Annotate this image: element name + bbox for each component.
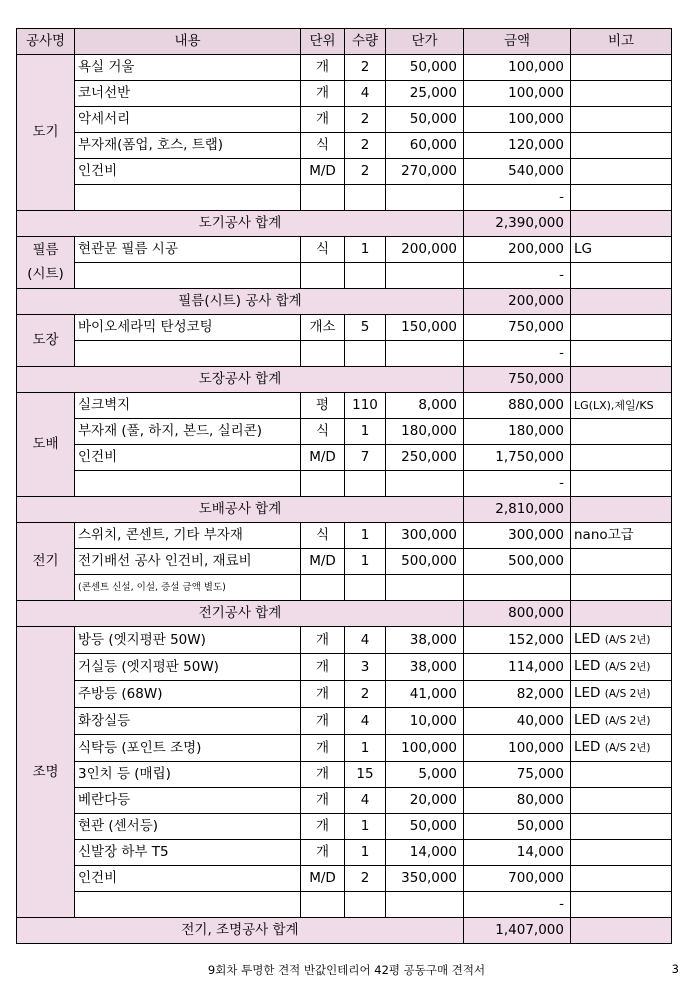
table-header-row [17,29,672,55]
table-row [17,627,672,654]
amount-cell: 120,000 [464,133,571,159]
item-cell: 베란다등 [75,788,301,814]
item-cell: 스위치, 콘센트, 기타 부자재 [75,523,301,549]
qty-cell: 1 [345,549,386,575]
amount-cell: - [464,185,571,211]
table-row [17,575,672,601]
table-row [17,866,672,892]
note-cell [571,263,672,289]
amount-cell: 200,000 [464,237,571,263]
subtotal-amount: 200,000 [464,289,571,315]
note-cell [571,840,672,866]
note-text: LG(LX),제일/KS [574,399,654,412]
table-row [17,654,672,681]
amount-cell: 500,000 [464,549,571,575]
note-cell [571,55,672,81]
table-row [17,549,672,575]
price-cell [386,892,464,918]
note-cell [571,81,672,107]
item-cell: 인건비 [75,866,301,892]
note-cell [571,575,672,601]
qty-cell: 2 [345,866,386,892]
note-text: LED [574,739,601,755]
unit-cell: 개 [301,840,345,866]
category-cell [17,393,75,497]
table-row [17,735,672,762]
item-cell: 실크벽지 [75,393,301,419]
qty-cell [345,341,386,367]
price-cell [386,185,464,211]
subtotal-row [17,497,672,523]
item-cell [75,185,301,211]
note-text: nano고급 [574,527,634,543]
qty-cell: 2 [345,55,386,81]
note-cell [571,185,672,211]
unit-cell [301,892,345,918]
qty-cell: 4 [345,788,386,814]
amount-cell [464,575,571,601]
note-cell [571,788,672,814]
header-cell-category: 공사명 [17,29,75,55]
qty-cell [345,471,386,497]
qty-cell: 1 [345,840,386,866]
table-row [17,81,672,107]
amount-cell: 40,000 [464,708,571,735]
note-text: LED [574,658,601,674]
header-cell-note: 비고 [571,29,672,55]
qty-cell: 2 [345,133,386,159]
page-footer: 9회차 투명한 견적 반값인테리어 42평 공동구매 견적서 [207,963,486,977]
price-cell: 60,000 [386,133,464,159]
qty-cell: 4 [345,708,386,735]
unit-cell: M/D [301,866,345,892]
subtotal-label: 도배공사 합계 [17,497,464,523]
item-cell: 신발장 하부 T5 [75,840,301,866]
unit-cell: 식 [301,237,345,263]
unit-cell: M/D [301,549,345,575]
note-cell [571,341,672,367]
price-cell: 10,000 [386,708,464,735]
note-text: LED [574,685,601,701]
price-cell: 14,000 [386,840,464,866]
note-text: LED [574,631,601,647]
price-cell: 38,000 [386,627,464,654]
subtotal-note [571,601,672,627]
qty-cell: 1 [345,237,386,263]
unit-cell [301,263,345,289]
item-cell: (콘센트 신설, 이설, 증설 금액 별도) [75,575,301,601]
qty-cell: 2 [345,681,386,708]
unit-cell: 개 [301,654,345,681]
qty-cell: 7 [345,445,386,471]
category-cell [17,315,75,367]
table-row [17,107,672,133]
qty-cell [345,892,386,918]
category-label: 도장 [32,332,59,348]
note-warranty: (A/S 2년) [604,634,651,646]
amount-cell: 880,000 [464,393,571,419]
subtotal-note [571,367,672,393]
header-cell-price: 단가 [386,29,464,55]
unit-cell: 개 [301,762,345,788]
note-cell [571,133,672,159]
amount-cell: 700,000 [464,866,571,892]
amount-cell: - [464,341,571,367]
price-cell: 150,000 [386,315,464,341]
table-row [17,159,672,185]
qty-cell: 5 [345,315,386,341]
item-cell: 인건비 [75,445,301,471]
price-cell [386,471,464,497]
price-cell: 8,000 [386,393,464,419]
qty-cell: 2 [345,107,386,133]
note-cell [571,892,672,918]
item-cell: 욕실 거울 [75,55,301,81]
note-cell [571,681,672,708]
price-cell: 200,000 [386,237,464,263]
qty-cell: 110 [345,393,386,419]
qty-cell: 1 [345,735,386,762]
note-cell [571,866,672,892]
item-cell: 전기배선 공사 인건비, 재료비 [75,549,301,575]
item-cell: 바이오세라믹 탄성코팅 [75,315,301,341]
unit-cell: 식 [301,133,345,159]
table-row [17,762,672,788]
unit-cell: 개 [301,627,345,654]
item-cell: 주방등 (68W) [75,681,301,708]
price-cell [386,575,464,601]
note-cell [571,107,672,133]
unit-cell [301,471,345,497]
note-cell [571,708,672,735]
note-cell [571,523,672,549]
price-cell: 100,000 [386,735,464,762]
note-warranty: (A/S 2년) [604,688,651,700]
subtotal-label: 필름(시트) 공사 합계 [17,289,464,315]
amount-cell: 50,000 [464,814,571,840]
subtotal-amount: 2,390,000 [464,211,571,237]
price-cell: 5,000 [386,762,464,788]
qty-cell: 1 [345,523,386,549]
qty-cell [345,575,386,601]
category-cell [17,523,75,601]
qty-cell: 4 [345,81,386,107]
note-cell [571,445,672,471]
subtotal-note [571,289,672,315]
price-cell: 270,000 [386,159,464,185]
table-row [17,523,672,549]
item-cell: 악세서리 [75,107,301,133]
note-cell [571,315,672,341]
item-cell: 거실등 (엣지평판 50W) [75,654,301,681]
category-cell [17,237,75,289]
subtotal-label: 도장공사 합계 [17,367,464,393]
amount-cell: 100,000 [464,55,571,81]
table-row [17,341,672,367]
subtotal-row [17,211,672,237]
amount-cell: - [464,892,571,918]
table-row [17,708,672,735]
table-row [17,814,672,840]
qty-cell [345,185,386,211]
qty-cell: 2 [345,159,386,185]
note-cell [571,237,672,263]
table-row [17,788,672,814]
header-cell-item: 내용 [75,29,301,55]
price-cell: 50,000 [386,814,464,840]
amount-cell: 152,000 [464,627,571,654]
item-cell: 부자재 (풀, 하지, 본드, 실리콘) [75,419,301,445]
table-row [17,892,672,918]
amount-cell: 180,000 [464,419,571,445]
unit-cell: 개 [301,107,345,133]
unit-cell: 개 [301,788,345,814]
subtotal-row [17,918,672,944]
price-cell: 250,000 [386,445,464,471]
subtotal-label: 전기공사 합계 [17,601,464,627]
subtotal-amount: 1,407,000 [464,918,571,944]
subtotal-label: 도기공사 합계 [17,211,464,237]
price-cell: 41,000 [386,681,464,708]
amount-cell: 100,000 [464,107,571,133]
item-cell [75,471,301,497]
unit-cell: 개 [301,55,345,81]
price-cell: 50,000 [386,107,464,133]
price-cell: 500,000 [386,549,464,575]
header-cell-amount: 금액 [464,29,571,55]
item-cell: 현관 (센서등) [75,814,301,840]
category-label: 도배 [32,436,59,452]
note-cell [571,627,672,654]
price-cell: 350,000 [386,866,464,892]
qty-cell: 1 [345,814,386,840]
item-cell: 화장실등 [75,708,301,735]
unit-cell [301,341,345,367]
table-row [17,471,672,497]
price-cell: 25,000 [386,81,464,107]
amount-cell: 1,750,000 [464,445,571,471]
qty-cell: 3 [345,654,386,681]
table-row [17,840,672,866]
subtotal-row [17,289,672,315]
amount-cell: - [464,263,571,289]
table-row [17,133,672,159]
table-row [17,237,672,263]
note-warranty: (A/S 2년) [604,742,651,754]
note-cell [571,762,672,788]
price-cell: 50,000 [386,55,464,81]
note-cell [571,159,672,185]
item-cell: 인건비 [75,159,301,185]
amount-cell: - [464,471,571,497]
subtotal-note [571,918,672,944]
header-cell-qty: 수량 [345,29,386,55]
note-text: LED [574,712,601,728]
price-cell: 180,000 [386,419,464,445]
note-cell [571,393,672,419]
category-label: 조명 [32,763,59,780]
amount-cell: 14,000 [464,840,571,866]
header-cell-unit: 단위 [301,29,345,55]
price-cell: 38,000 [386,654,464,681]
amount-cell: 300,000 [464,523,571,549]
amount-cell: 100,000 [464,735,571,762]
note-cell [571,471,672,497]
note-warranty: (A/S 2년) [604,661,651,673]
item-cell: 식탁등 (포인트 조명) [75,735,301,762]
amount-cell: 750,000 [464,315,571,341]
unit-cell: 개 [301,814,345,840]
unit-cell: 개 [301,681,345,708]
subtotal-note [571,497,672,523]
table-row [17,419,672,445]
price-cell [386,341,464,367]
qty-cell: 4 [345,627,386,654]
note-cell [571,549,672,575]
item-cell: 코너선반 [75,81,301,107]
subtotal-row [17,367,672,393]
category-label: 전기 [32,553,59,569]
qty-cell: 1 [345,419,386,445]
note-cell [571,735,672,762]
table-row [17,263,672,289]
amount-cell: 540,000 [464,159,571,185]
note-cell [571,654,672,681]
subtotal-label: 전기, 조명공사 합계 [17,918,464,944]
unit-cell [301,185,345,211]
unit-cell: 식 [301,419,345,445]
table-row [17,681,672,708]
category-cell [17,55,75,211]
unit-cell: 개 [301,708,345,735]
item-cell: 현관문 필름 시공 [75,237,301,263]
qty-cell [345,263,386,289]
price-cell [386,263,464,289]
subtotal-note [571,211,672,237]
note-cell [571,419,672,445]
note-warranty: (A/S 2년) [604,715,651,727]
estimate-table [16,28,672,944]
item-cell [75,263,301,289]
unit-cell [301,575,345,601]
table-row [17,55,672,81]
item-cell: 방등 (엣지평판 50W) [75,627,301,654]
table-row [17,393,672,419]
amount-cell: 75,000 [464,762,571,788]
unit-cell: 식 [301,523,345,549]
amount-cell: 80,000 [464,788,571,814]
category-label: 필름 (시트) [27,242,64,282]
unit-cell: 개 [301,81,345,107]
amount-cell: 82,000 [464,681,571,708]
table-row [17,445,672,471]
note-cell [571,814,672,840]
table-row [17,315,672,341]
unit-cell: M/D [301,159,345,185]
table-row [17,185,672,211]
price-cell: 20,000 [386,788,464,814]
category-cell [17,627,75,918]
unit-cell: 평 [301,393,345,419]
subtotal-row [17,601,672,627]
item-cell: 부자재(폼업, 호스, 트랩) [75,133,301,159]
qty-cell: 15 [345,762,386,788]
unit-cell: 개소 [301,315,345,341]
amount-cell: 114,000 [464,654,571,681]
price-cell: 300,000 [386,523,464,549]
unit-cell: M/D [301,445,345,471]
item-cell: 3인치 등 (매립) [75,762,301,788]
item-cell [75,892,301,918]
subtotal-amount: 750,000 [464,367,571,393]
category-label: 도기 [32,124,59,140]
page-number: 3 [671,962,679,976]
unit-cell: 개 [301,735,345,762]
subtotal-amount: 800,000 [464,601,571,627]
amount-cell: 100,000 [464,81,571,107]
note-text: LG [574,241,592,257]
subtotal-amount: 2,810,000 [464,497,571,523]
item-cell [75,341,301,367]
